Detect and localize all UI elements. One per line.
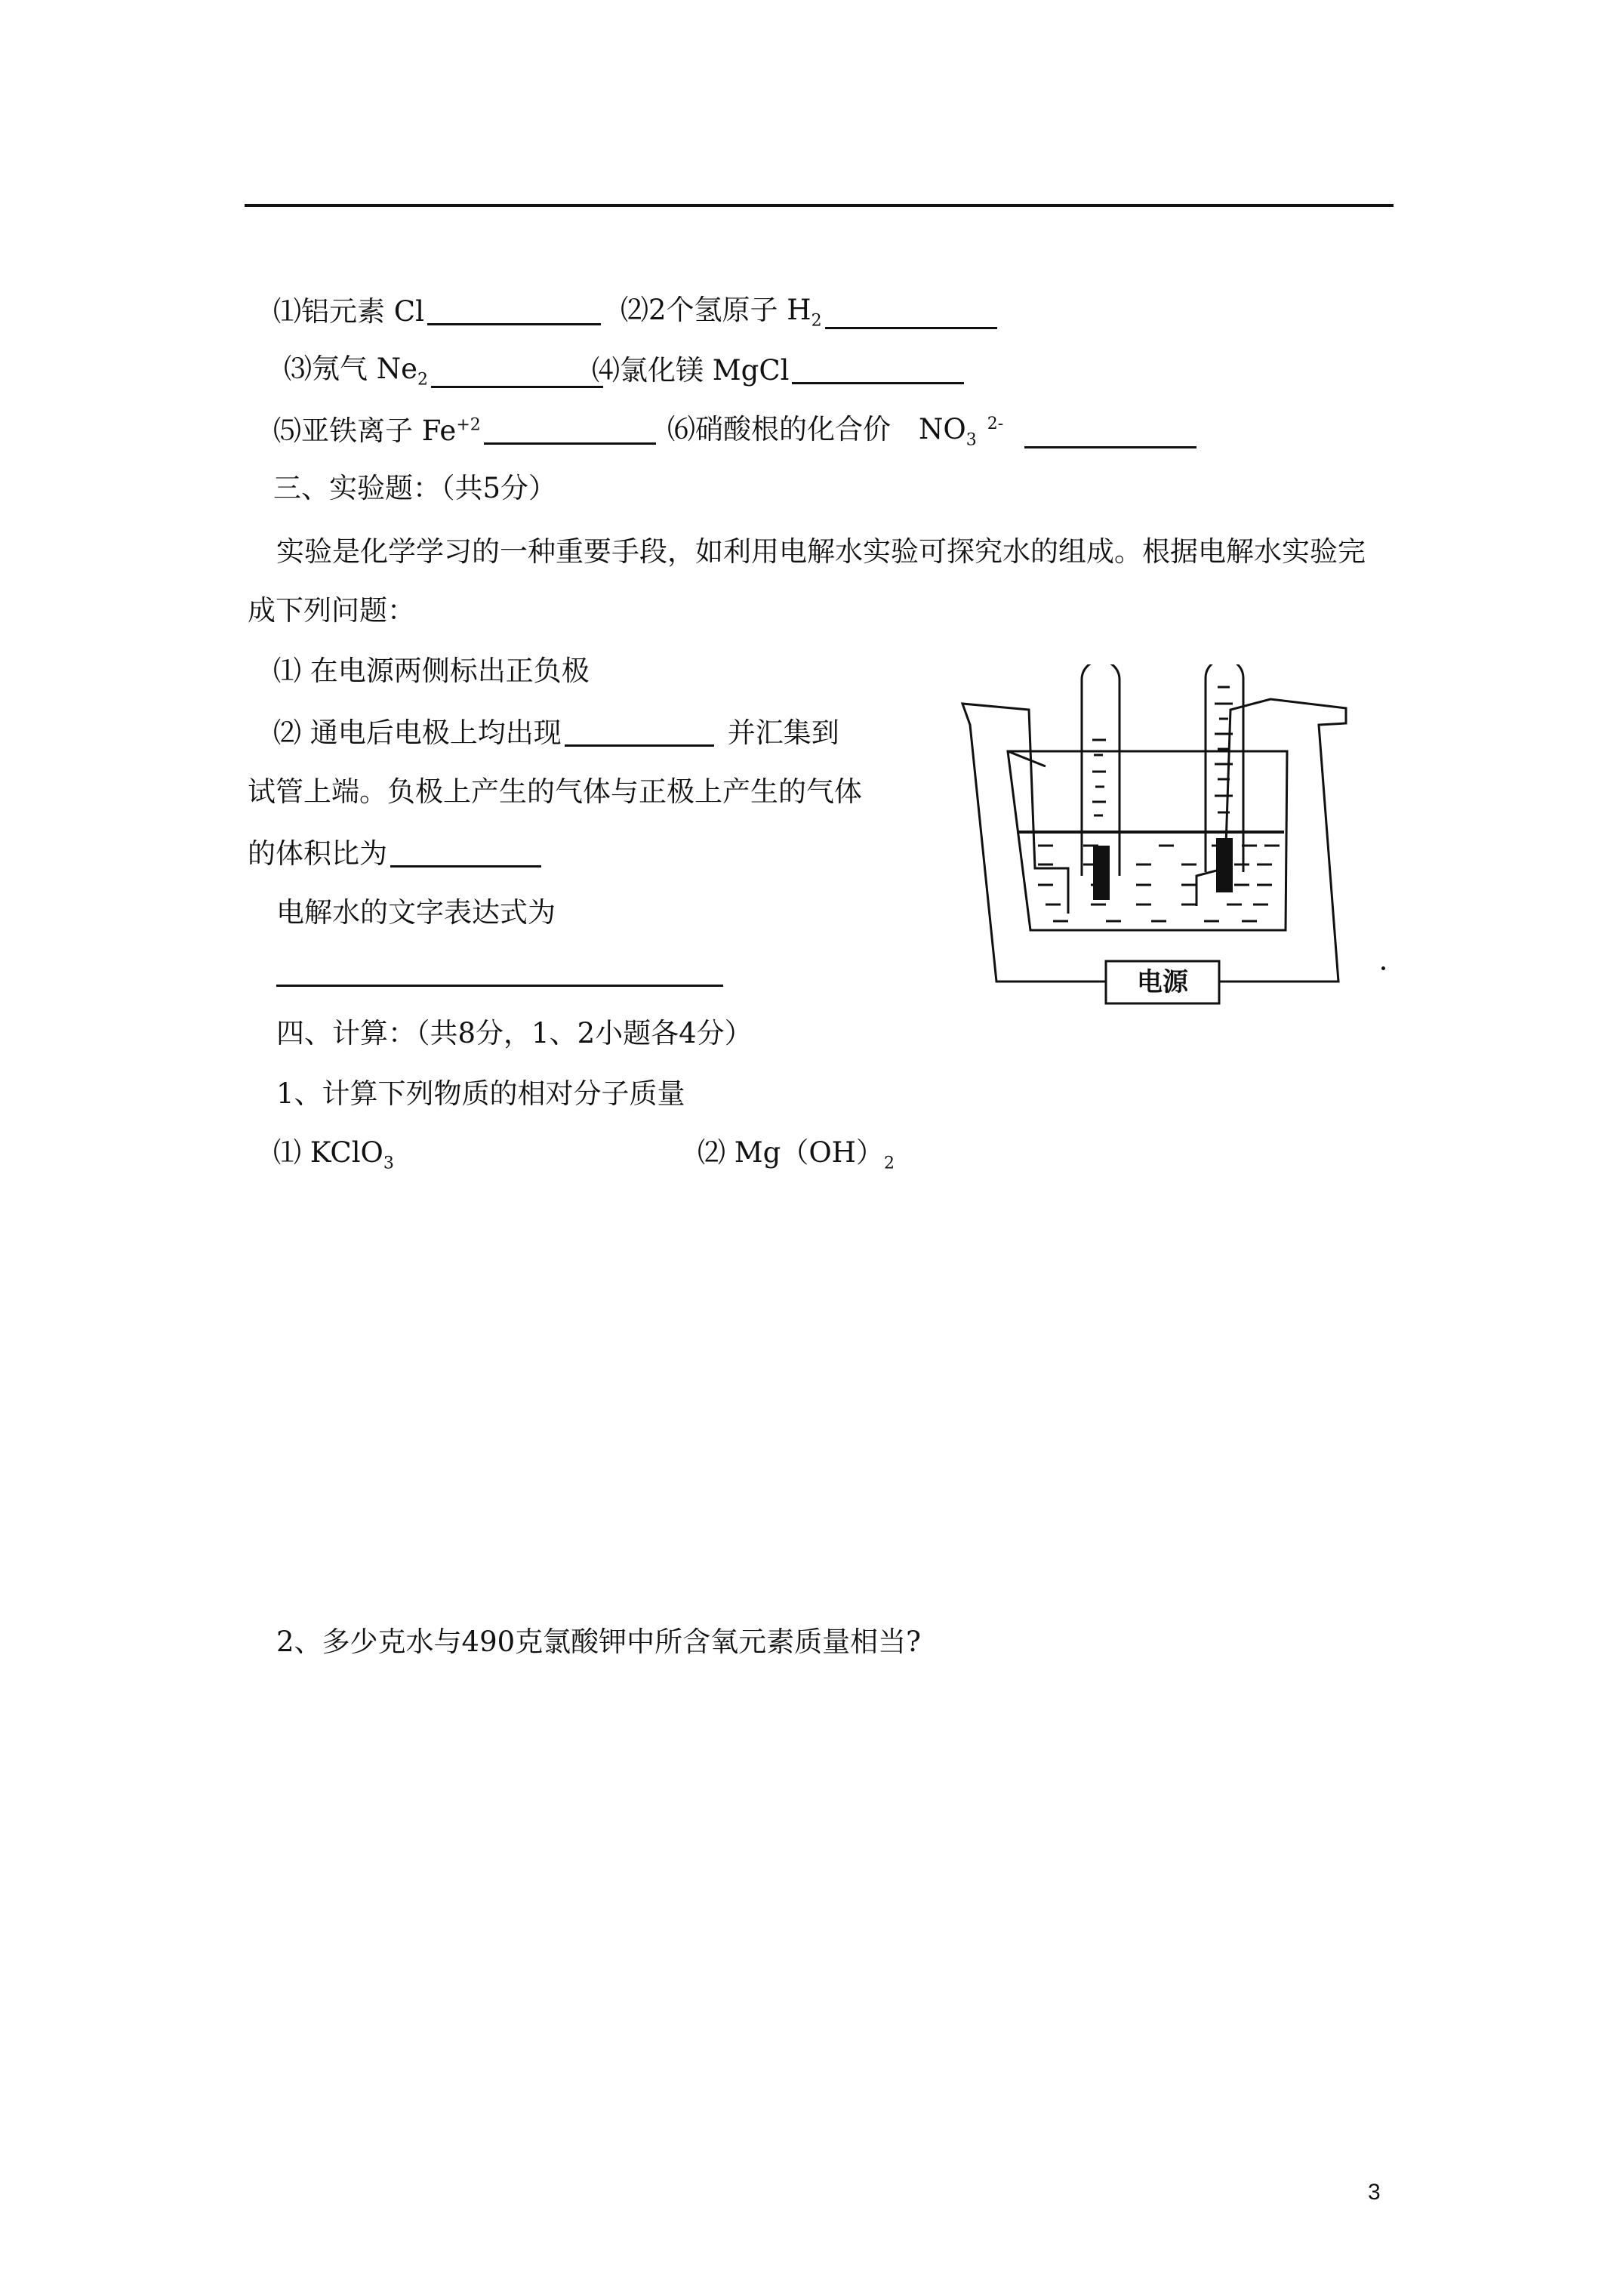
power-supply-label: 电源 xyxy=(1137,967,1188,997)
right-test-tube xyxy=(1206,664,1243,892)
answer-blank[interactable] xyxy=(390,838,541,868)
fill-item-2: ⑵2个氢原子 $H_2$ xyxy=(621,296,1000,329)
section3-intro-line1: 实验是化学学习的一种重要手段，如利用电解水实验可探究水的组成。根据电解水实验完 xyxy=(276,535,1366,568)
answer-blank[interactable] xyxy=(792,355,964,384)
answer-blank[interactable] xyxy=(484,415,656,445)
answer-blank[interactable] xyxy=(1024,419,1196,448)
section4-q1: 1、计算下列物质的相对分子质量 xyxy=(276,1077,685,1110)
section3-q2-line2: 试管上端。负极上产生的气体与正极上产生的气体 xyxy=(248,775,862,808)
answer-blank[interactable] xyxy=(825,300,997,329)
header-rule xyxy=(245,204,1394,207)
section3-q3: 电解水的文字表达式为 xyxy=(276,896,556,929)
electrolysis-apparatus-figure xyxy=(955,664,1385,1019)
answer-blank[interactable] xyxy=(427,296,601,325)
answer-blank[interactable] xyxy=(431,359,603,388)
fill-item-5: ⑸亚铁离子 $Fe^{+2}$ xyxy=(273,415,659,445)
left-electrode xyxy=(1093,846,1110,900)
section4-q1b: ⑵ $Mg(OH)_2$ xyxy=(698,1136,895,1173)
section3-q2: ⑵ 通电后电极上均出现 并汇集到 xyxy=(273,717,839,749)
section3-heading: 三、实验题：（共5分） xyxy=(273,472,557,504)
section4-q1a: ⑴ KClO$_3$ xyxy=(273,1136,394,1173)
equation-answer-line[interactable] xyxy=(276,985,723,987)
section4-heading: 四、计算：（共8分，1、2小题各4分） xyxy=(276,1017,753,1049)
section3-intro-line2: 成下列问题： xyxy=(248,594,415,627)
fill-item-6: ⑹硝酸根的化合价 $NO_3^{2-}$ xyxy=(667,415,1200,448)
stray-dot xyxy=(1381,966,1385,970)
fill-item-1: ⑴铝元素 Cl xyxy=(273,296,604,325)
fill-item-4: ⑷氯化镁 MgCl xyxy=(592,355,967,384)
section3-q2-line3: 的体积比为 xyxy=(248,838,544,868)
section3-q1: ⑴ 在电源两侧标出正负极 xyxy=(273,655,590,687)
fill-item-3: ⑶氖气 $Ne_2$ xyxy=(284,355,606,388)
section4-q2: 2、多少克水与490克氯酸钾中所含氧元素质量相当? xyxy=(276,1626,921,1658)
answer-blank[interactable] xyxy=(565,717,714,747)
right-electrode xyxy=(1216,838,1233,892)
page-number: 3 xyxy=(1368,2180,1381,2205)
